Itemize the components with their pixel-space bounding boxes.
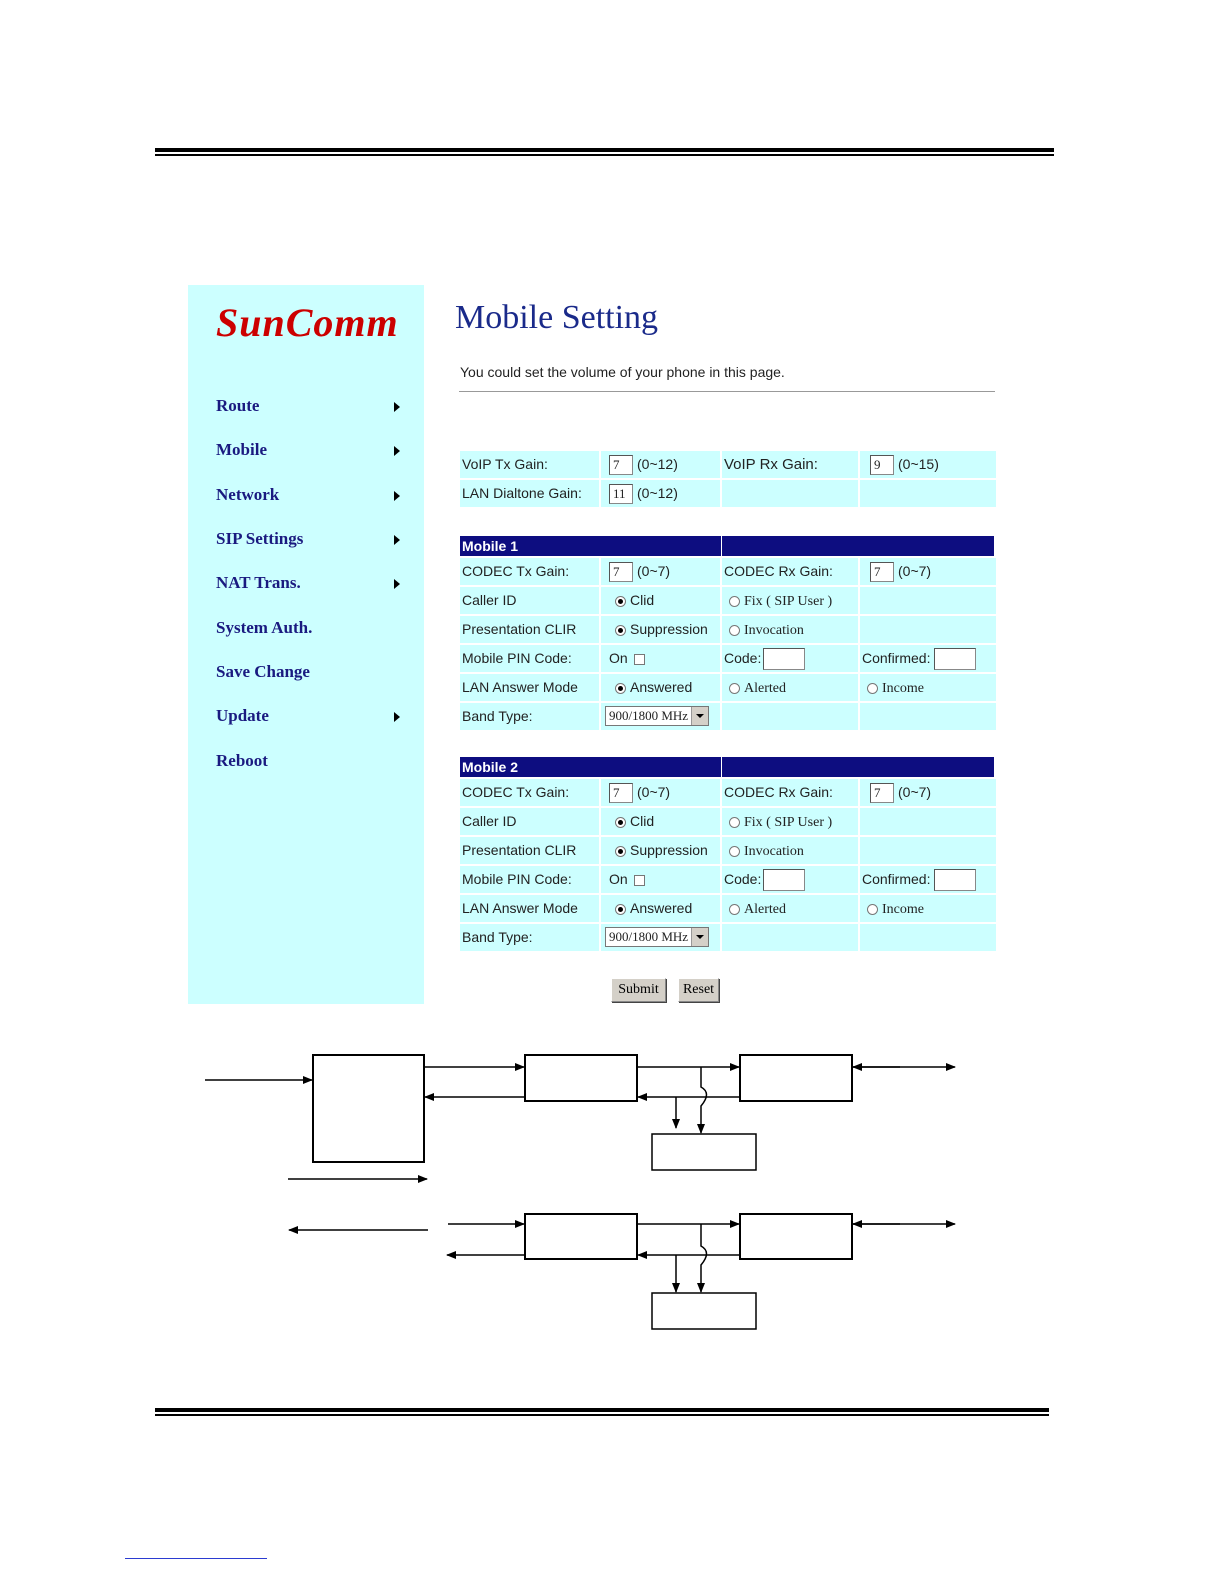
clir-label: Presentation CLIR bbox=[460, 837, 599, 864]
band-type-value: 900/1800 MHz bbox=[609, 708, 689, 723]
clir-invocation-label: Invocation bbox=[744, 844, 804, 859]
footnote-separator bbox=[125, 1558, 267, 1559]
caller-id-fix-label: Fix ( SIP User ) bbox=[744, 815, 833, 830]
voip-rx-label: VoIP Rx Gain: bbox=[722, 451, 858, 478]
voip-rx-range: (0~15) bbox=[898, 456, 939, 472]
sidebar-item-label: Network bbox=[216, 485, 280, 504]
sidebar-item-label: Mobile bbox=[216, 440, 267, 459]
pin-label: Mobile PIN Code: bbox=[460, 645, 599, 672]
answer-alerted-label: Alerted bbox=[744, 681, 786, 696]
caller-id-label: Caller ID bbox=[460, 808, 599, 835]
pin-on-label: On bbox=[609, 650, 628, 666]
answer-alerted-label: Alerted bbox=[744, 902, 786, 917]
answer-income-label: Income bbox=[882, 681, 924, 696]
pin-label: Mobile PIN Code: bbox=[460, 866, 599, 893]
page-description: You could set the volume of your phone in this page. bbox=[460, 364, 785, 380]
pin-code-label: Code: bbox=[724, 871, 762, 887]
sidebar-item-label: Route bbox=[216, 396, 260, 415]
codec-tx-label: CODEC Tx Gain: bbox=[460, 558, 599, 585]
pin-on-label: On bbox=[609, 871, 628, 887]
answer-answered-label: Answered bbox=[630, 679, 693, 695]
lan-dialtone-label: LAN Dialtone Gain: bbox=[460, 480, 599, 507]
codec-tx-range: (0~7) bbox=[637, 784, 671, 800]
diagram-block bbox=[740, 1055, 852, 1101]
suncomm-logo: SunComm bbox=[216, 300, 399, 345]
sidebar-item-label: SIP Settings bbox=[216, 529, 304, 548]
sidebar-item-label: Reboot bbox=[216, 751, 268, 770]
diagram-block bbox=[525, 1055, 637, 1101]
sidebar-item-label: Update bbox=[216, 706, 269, 725]
pin-confirm-label: Confirmed: bbox=[862, 871, 931, 887]
voip-rx-gain-input[interactable]: 9 bbox=[870, 455, 894, 475]
diagram-block bbox=[652, 1134, 756, 1170]
codec-tx-gain-input[interactable]: 7 bbox=[609, 783, 633, 803]
clir-suppression-label: Suppression bbox=[630, 842, 708, 858]
diagram-block bbox=[740, 1214, 852, 1259]
codec-tx-label: CODEC Tx Gain: bbox=[460, 779, 599, 806]
caller-id-fix-label: Fix ( SIP User ) bbox=[744, 594, 833, 609]
lan-dialtone-gain-input[interactable]: 11 bbox=[609, 484, 633, 504]
codec-rx-label: CODEC Rx Gain: bbox=[722, 779, 858, 806]
band-type-value: 900/1800 MHz bbox=[609, 929, 689, 944]
diagram-block bbox=[652, 1293, 756, 1329]
pin-confirm-label: Confirmed: bbox=[862, 650, 931, 666]
answer-income-label: Income bbox=[882, 902, 924, 917]
lan-dialtone-range: (0~12) bbox=[637, 485, 678, 501]
mobile-1-header-label: Mobile 1 bbox=[460, 536, 721, 556]
answer-mode-label: LAN Answer Mode bbox=[460, 895, 599, 922]
pin-code-label: Code: bbox=[724, 650, 762, 666]
bottom-rule bbox=[155, 1408, 1049, 1416]
band-type-label: Band Type: bbox=[460, 703, 599, 730]
answer-answered-label: Answered bbox=[630, 900, 693, 916]
codec-rx-range: (0~7) bbox=[898, 563, 932, 579]
submit-button[interactable]: Submit bbox=[611, 978, 666, 1002]
diagram-arrow bbox=[701, 1067, 707, 1133]
codec-rx-range: (0~7) bbox=[898, 784, 932, 800]
sidebar-item-label: NAT Trans. bbox=[216, 573, 301, 592]
mobile-2-header-label: Mobile 2 bbox=[460, 757, 721, 777]
codec-rx-gain-input[interactable]: 7 bbox=[870, 783, 894, 803]
clir-invocation-label: Invocation bbox=[744, 623, 804, 638]
sidebar-item-label: System Auth. bbox=[216, 618, 313, 637]
voip-tx-gain-input[interactable]: 7 bbox=[609, 455, 633, 475]
voip-tx-range: (0~12) bbox=[637, 456, 678, 472]
sidebar-item-label: Save Change bbox=[216, 662, 310, 681]
codec-rx-gain-input[interactable]: 7 bbox=[870, 562, 894, 582]
codec-tx-gain-input[interactable]: 7 bbox=[609, 562, 633, 582]
answer-mode-label: LAN Answer Mode bbox=[460, 674, 599, 701]
diagram-block bbox=[525, 1214, 637, 1259]
caller-id-clid-label: Clid bbox=[630, 592, 655, 608]
diagram-block bbox=[313, 1055, 424, 1162]
codec-tx-range: (0~7) bbox=[637, 563, 671, 579]
band-type-label: Band Type: bbox=[460, 924, 599, 951]
caller-id-clid-label: Clid bbox=[630, 813, 655, 829]
caller-id-label: Caller ID bbox=[460, 587, 599, 614]
diagram-arrow bbox=[701, 1224, 707, 1292]
page-title: Mobile Setting bbox=[455, 299, 659, 336]
codec-rx-label: CODEC Rx Gain: bbox=[722, 558, 858, 585]
reset-button[interactable]: Reset bbox=[678, 978, 719, 1002]
voip-tx-label: VoIP Tx Gain: bbox=[460, 451, 599, 478]
clir-suppression-label: Suppression bbox=[630, 621, 708, 637]
clir-label: Presentation CLIR bbox=[460, 616, 599, 643]
